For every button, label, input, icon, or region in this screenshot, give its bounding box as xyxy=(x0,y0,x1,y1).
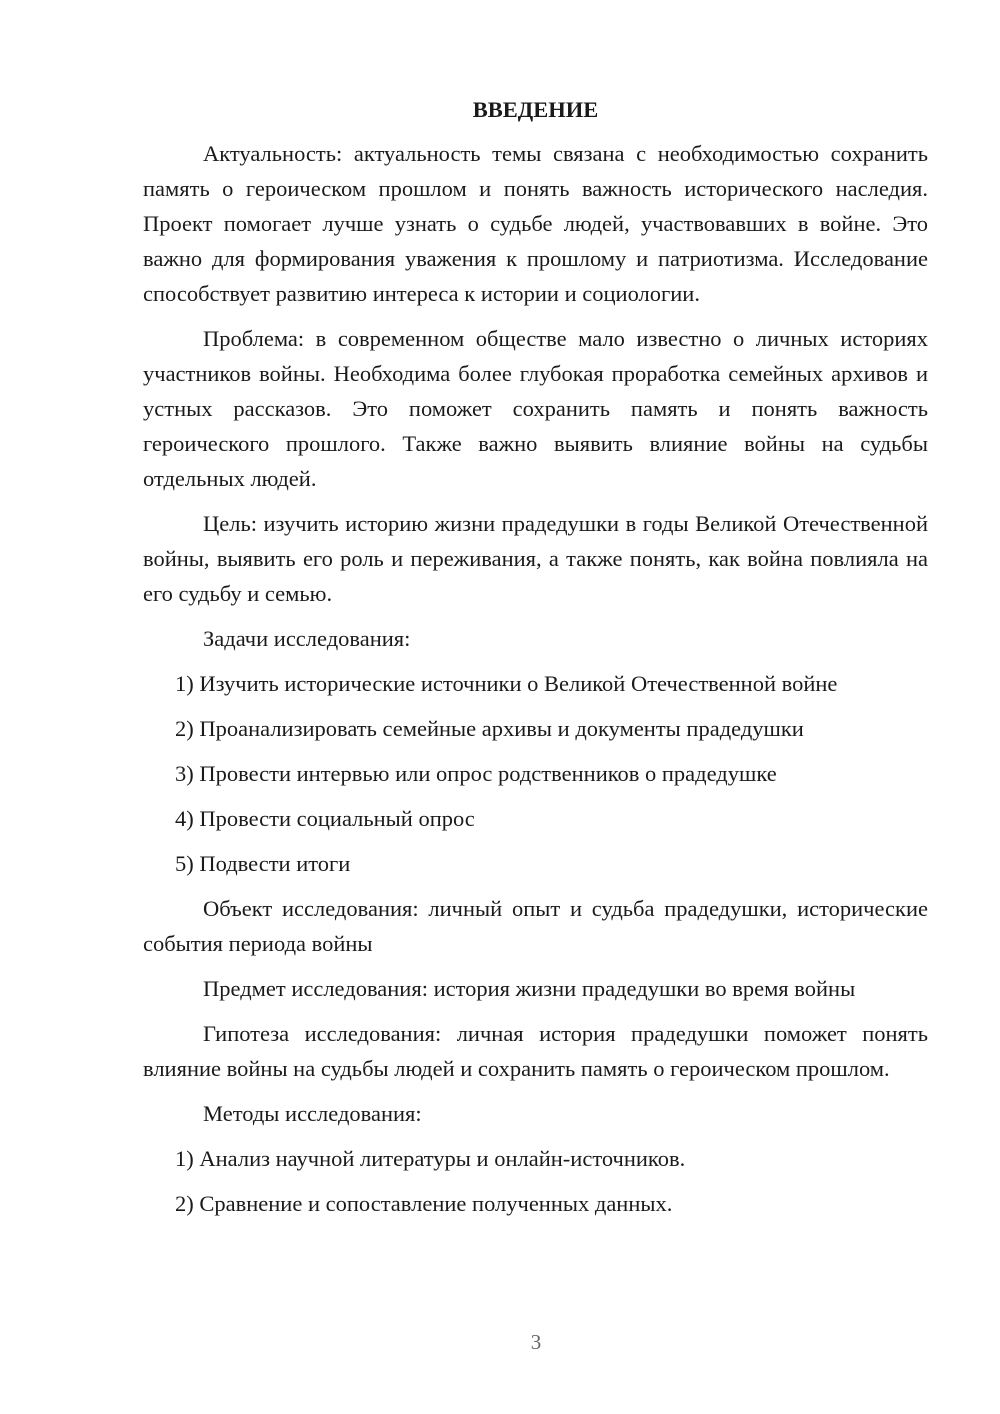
list-item: 5) Подвести итоги xyxy=(175,851,351,876)
page-number: 3 xyxy=(530,1330,542,1354)
tasks-heading: Задачи исследования: xyxy=(203,626,411,651)
list-item: 2) Сравнение и сопоставление полученных данных. xyxy=(175,1191,673,1216)
methods-list xyxy=(143,1141,928,1221)
list-item: 3) Провести интервью или опрос родственников о прадедушке xyxy=(175,761,777,786)
tasks-list xyxy=(143,666,928,881)
goal-paragraph: Цель: изучить историю жизни прадедушки в годы Великой Отечественной войны, выявить его роль и переживания, а также понять, как война повлияла на его судьбу и семью. xyxy=(143,511,928,606)
subject-paragraph: Предмет исследования: история жизни прадедушки во время войны xyxy=(203,976,856,1001)
list-item: 4) Провести социальный опрос xyxy=(175,806,475,831)
list-item: 2) Проанализировать семейные архивы и документы прадедушки xyxy=(175,716,804,741)
relevance-paragraph: Актуальность: актуальность темы связана с необходимостью сохранить память о героическом прошлом и понять важность исторического наследия. Проект помогает лучше узнать о судьбе людей, участвовавших в войне. Это важно для формирования уважения к прошлому и патриотизма. Исследование способствует развитию интереса к истории и социологии. xyxy=(143,141,928,306)
list-item: 1) Анализ научной литературы и онлайн-источников. xyxy=(175,1146,686,1171)
methods-heading: Методы исследования: xyxy=(203,1101,422,1126)
document-page xyxy=(143,92,928,1231)
object-paragraph: Объект исследования: личный опыт и судьба прадедушки, исторические события периода войны xyxy=(143,896,928,956)
section-heading: ВВЕДЕНИЕ xyxy=(472,97,599,122)
list-item: 1) Изучить исторические источники о Великой Отечественной войне xyxy=(175,671,838,696)
problem-paragraph: Проблема: в современном обществе мало известно о личных историях участников войны. Необходима более глубокая проработка семейных архивов и устных рассказов. Это поможет сохранить память и понять важность героического прошлого. Также важно выявить влияние войны на судьбы отдельных людей. xyxy=(143,326,928,491)
hypothesis-paragraph: Гипотеза исследования: личная история прадедушки поможет понять влияние войны на судьбы людей и сохранить память о героическом прошлом. xyxy=(143,1021,928,1081)
